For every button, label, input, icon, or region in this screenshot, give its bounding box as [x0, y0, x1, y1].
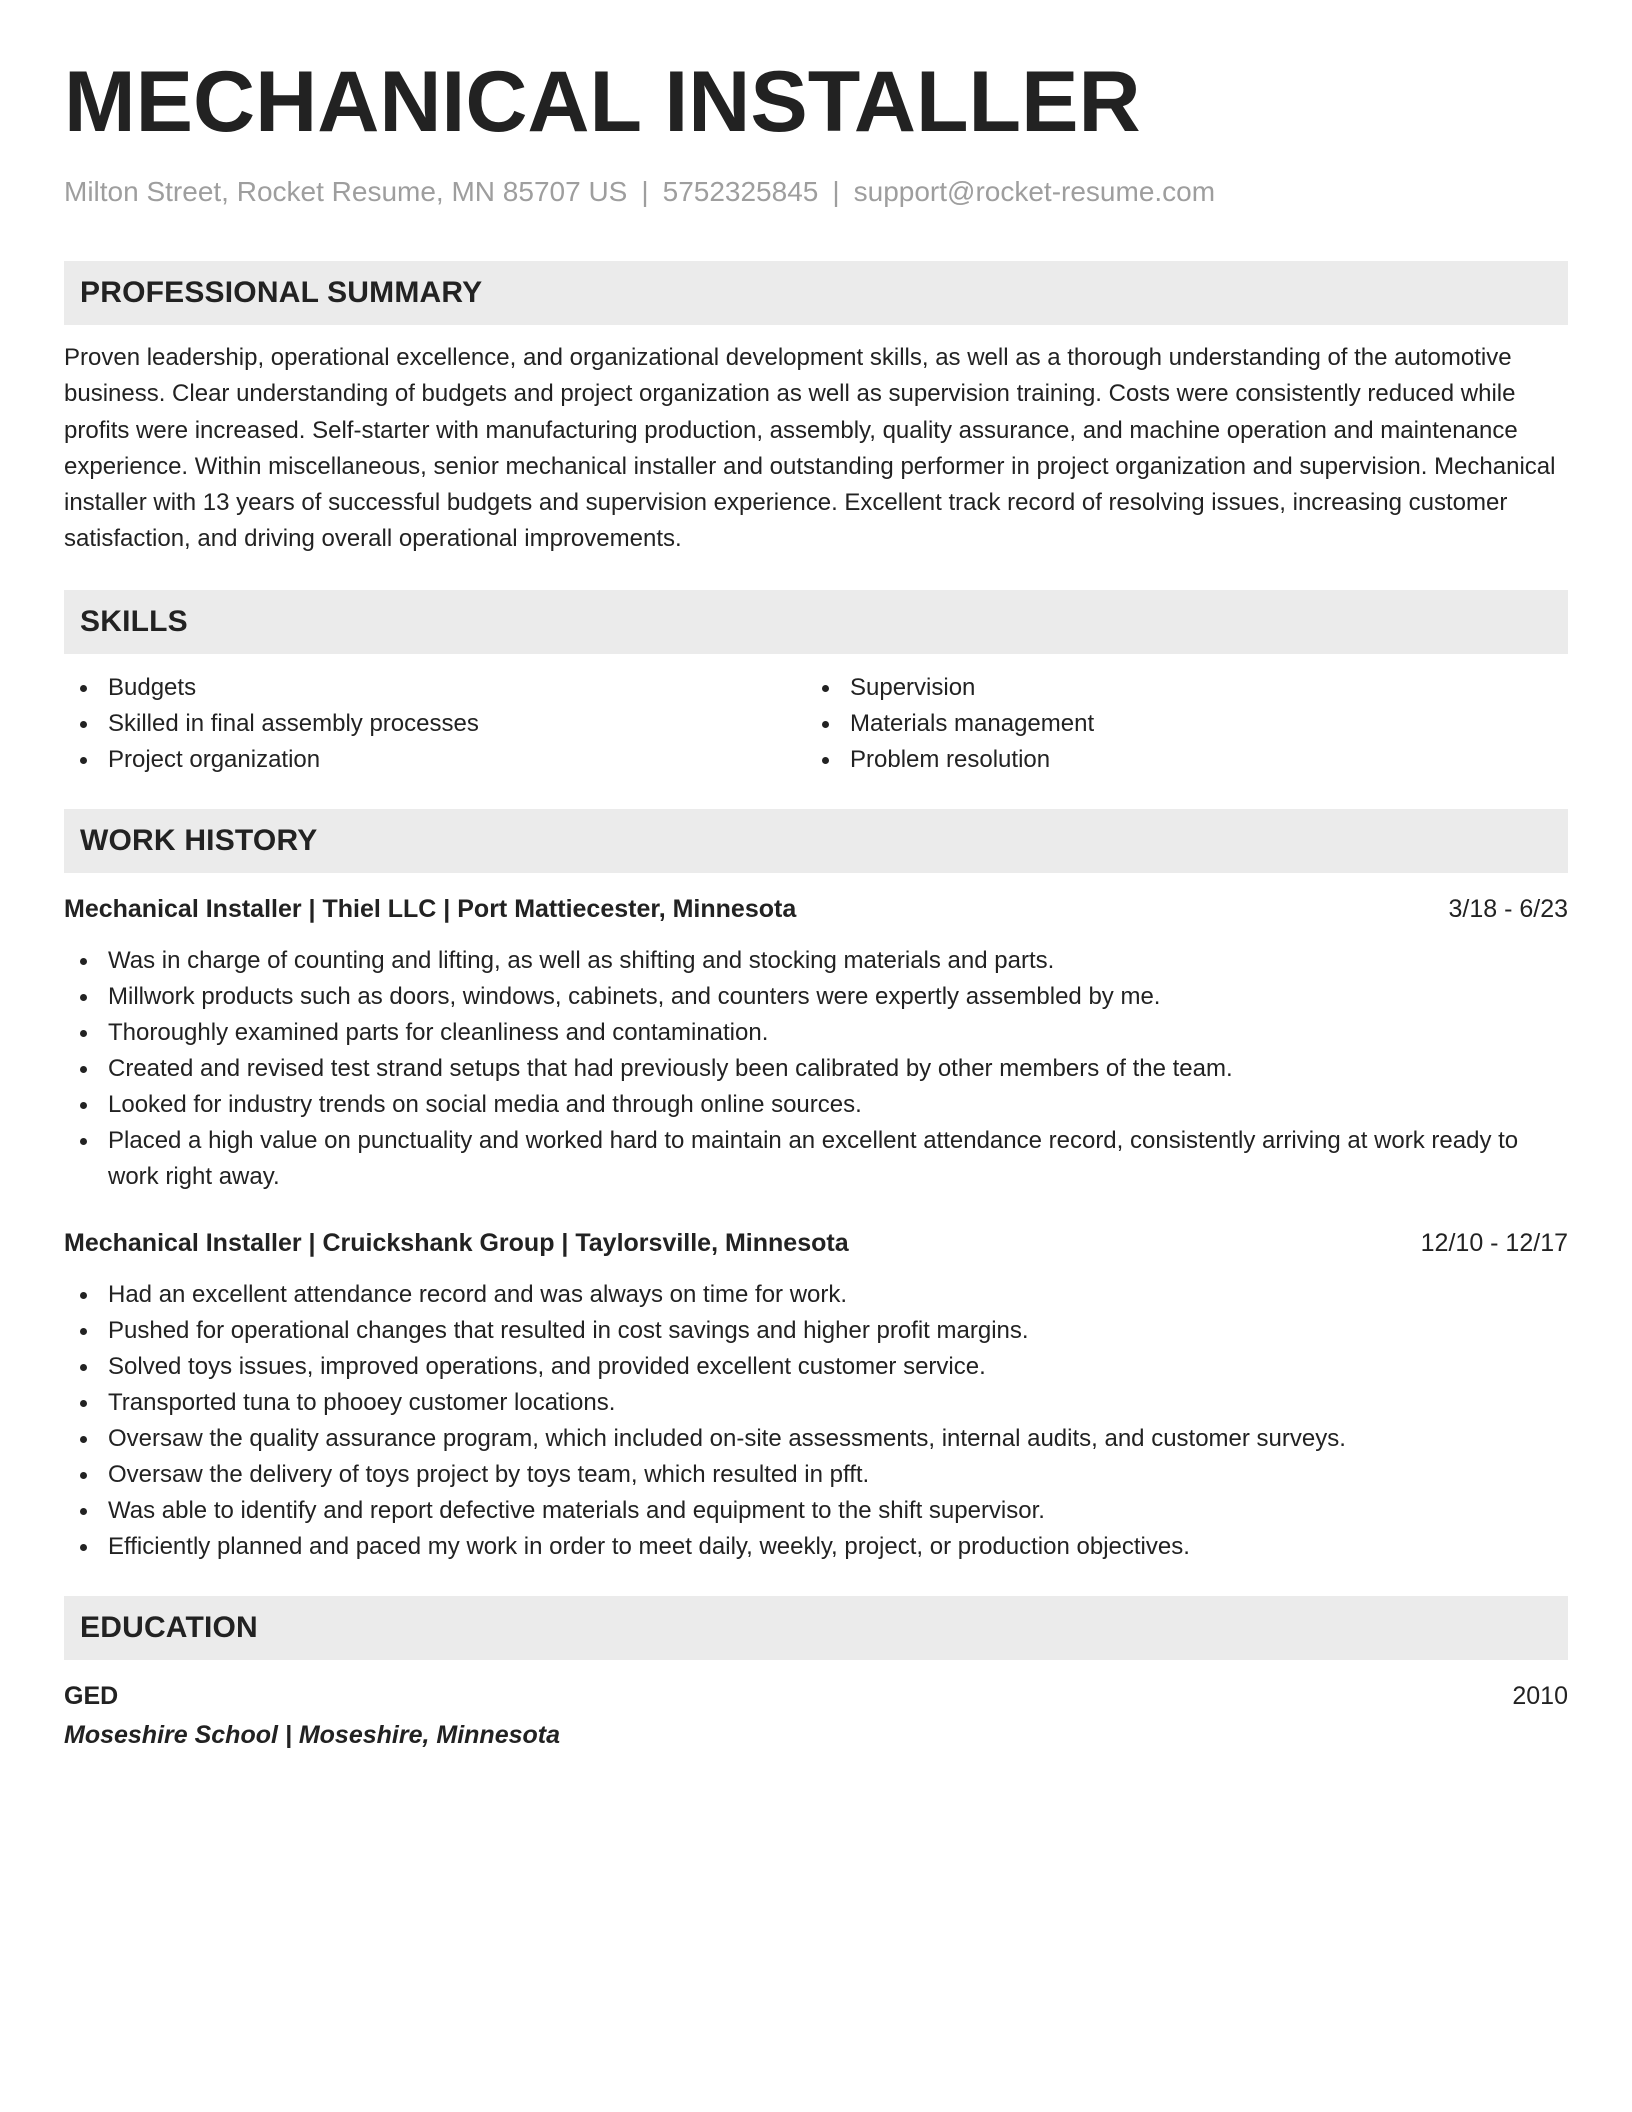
contact-separator: |: [641, 176, 649, 207]
education-heading: EDUCATION: [64, 1596, 1568, 1660]
skill-item: Materials management: [806, 706, 1548, 742]
job-title: Mechanical Installer | Cruickshank Group | Taylorsville, Minnesota: [64, 1228, 849, 1257]
contact-phone: 5752325845: [662, 176, 819, 207]
contact-separator: |: [832, 176, 840, 207]
summary-heading: PROFESSIONAL SUMMARY: [64, 261, 1568, 325]
skill-item: Supervision: [806, 670, 1548, 706]
job-bullet: Efficiently planned and paced my work in order to meet daily, weekly, project, or production objectives.: [64, 1529, 1568, 1565]
job-entry: [64, 891, 1568, 1195]
job-dates: 3/18 - 6/23: [1448, 894, 1568, 923]
job-bullet: Oversaw the quality assurance program, which included on-site assessments, internal audits, and customer surveys.: [64, 1421, 1568, 1457]
skill-item: Problem resolution: [806, 742, 1548, 778]
job-bullet: Transported tuna to phooey customer locations.: [64, 1385, 1568, 1421]
contact-email: support@rocket-resume.com: [853, 176, 1216, 207]
skills-list: [64, 670, 1568, 778]
education-school: Moseshire School | Moseshire, Minnesota: [64, 1720, 560, 1749]
job-bullet: Was in charge of counting and lifting, as well as shifting and stocking materials and parts.: [64, 943, 1568, 979]
job-bullet: Placed a high value on punctuality and worked hard to maintain an excellent attendance record, consistently arriving at work ready to work right away.: [64, 1123, 1568, 1195]
summary-text: Proven leadership, operational excellence, and organizational development skills, as well as a thorough understanding of the automotive business. Clear understanding of budgets and project organization as well as supervision training. Costs were consistently reduced while profits were increased. Self-starter with manufacturing production, assembly, quality assurance, and machine operation and maintenance experience. Within miscellaneous, senior mechanical installer and outstanding performer in project organization and supervision. Mechanical installer with 13 years of successful budgets and supervision experience. Excellent track record of resolving issues, increasing customer satisfaction, and driving overall operational improvements.: [64, 344, 1556, 553]
job-bullet: Solved toys issues, improved operations, and provided excellent customer service.: [64, 1349, 1568, 1385]
job-bullet: Was able to identify and report defective materials and equipment to the shift supervisor.: [64, 1493, 1568, 1529]
job-bullet: Oversaw the delivery of toys project by toys team, which resulted in pfft.: [64, 1457, 1568, 1493]
education-year: 2010: [1512, 1681, 1568, 1710]
skill-item: Budgets: [64, 670, 806, 706]
skill-item: Project organization: [64, 742, 806, 778]
job-entry: [64, 1225, 1568, 1565]
job-header: [64, 1225, 1568, 1261]
job-bullet: Looked for industry trends on social media and through online sources.: [64, 1087, 1568, 1123]
contact-address: Milton Street, Rocket Resume, MN 85707 US: [64, 176, 628, 207]
job-dates: 12/10 - 12/17: [1420, 1228, 1568, 1257]
job-title: Mechanical Installer | Thiel LLC | Port Mattiecester, Minnesota: [64, 894, 797, 923]
job-bullet: Had an excellent attendance record and was always on time for work.: [64, 1277, 1568, 1313]
resume-name: MECHANICAL INSTALLER: [64, 54, 1141, 150]
education-degree: GED: [64, 1681, 119, 1710]
skill-item: Skilled in final assembly processes: [64, 706, 806, 742]
education-entry: [64, 1678, 1568, 1714]
job-bullets: [64, 943, 1568, 1195]
job-bullet: Thoroughly examined parts for cleanliness and contamination.: [64, 1015, 1568, 1051]
job-header: [64, 891, 1568, 927]
job-bullet: Created and revised test strand setups that had previously been calibrated by other members of the team.: [64, 1051, 1568, 1087]
skills-column-right: [806, 670, 1548, 778]
contact-line: [64, 174, 1568, 210]
job-bullets: [64, 1277, 1568, 1565]
skills-column-left: [64, 670, 806, 778]
work-history-heading: WORK HISTORY: [64, 809, 1568, 873]
skills-heading: SKILLS: [64, 590, 1568, 654]
job-bullet: Millwork products such as doors, windows, cabinets, and counters were expertly assembled by me.: [64, 979, 1568, 1015]
job-bullet: Pushed for operational changes that resulted in cost savings and higher profit margins.: [64, 1313, 1568, 1349]
